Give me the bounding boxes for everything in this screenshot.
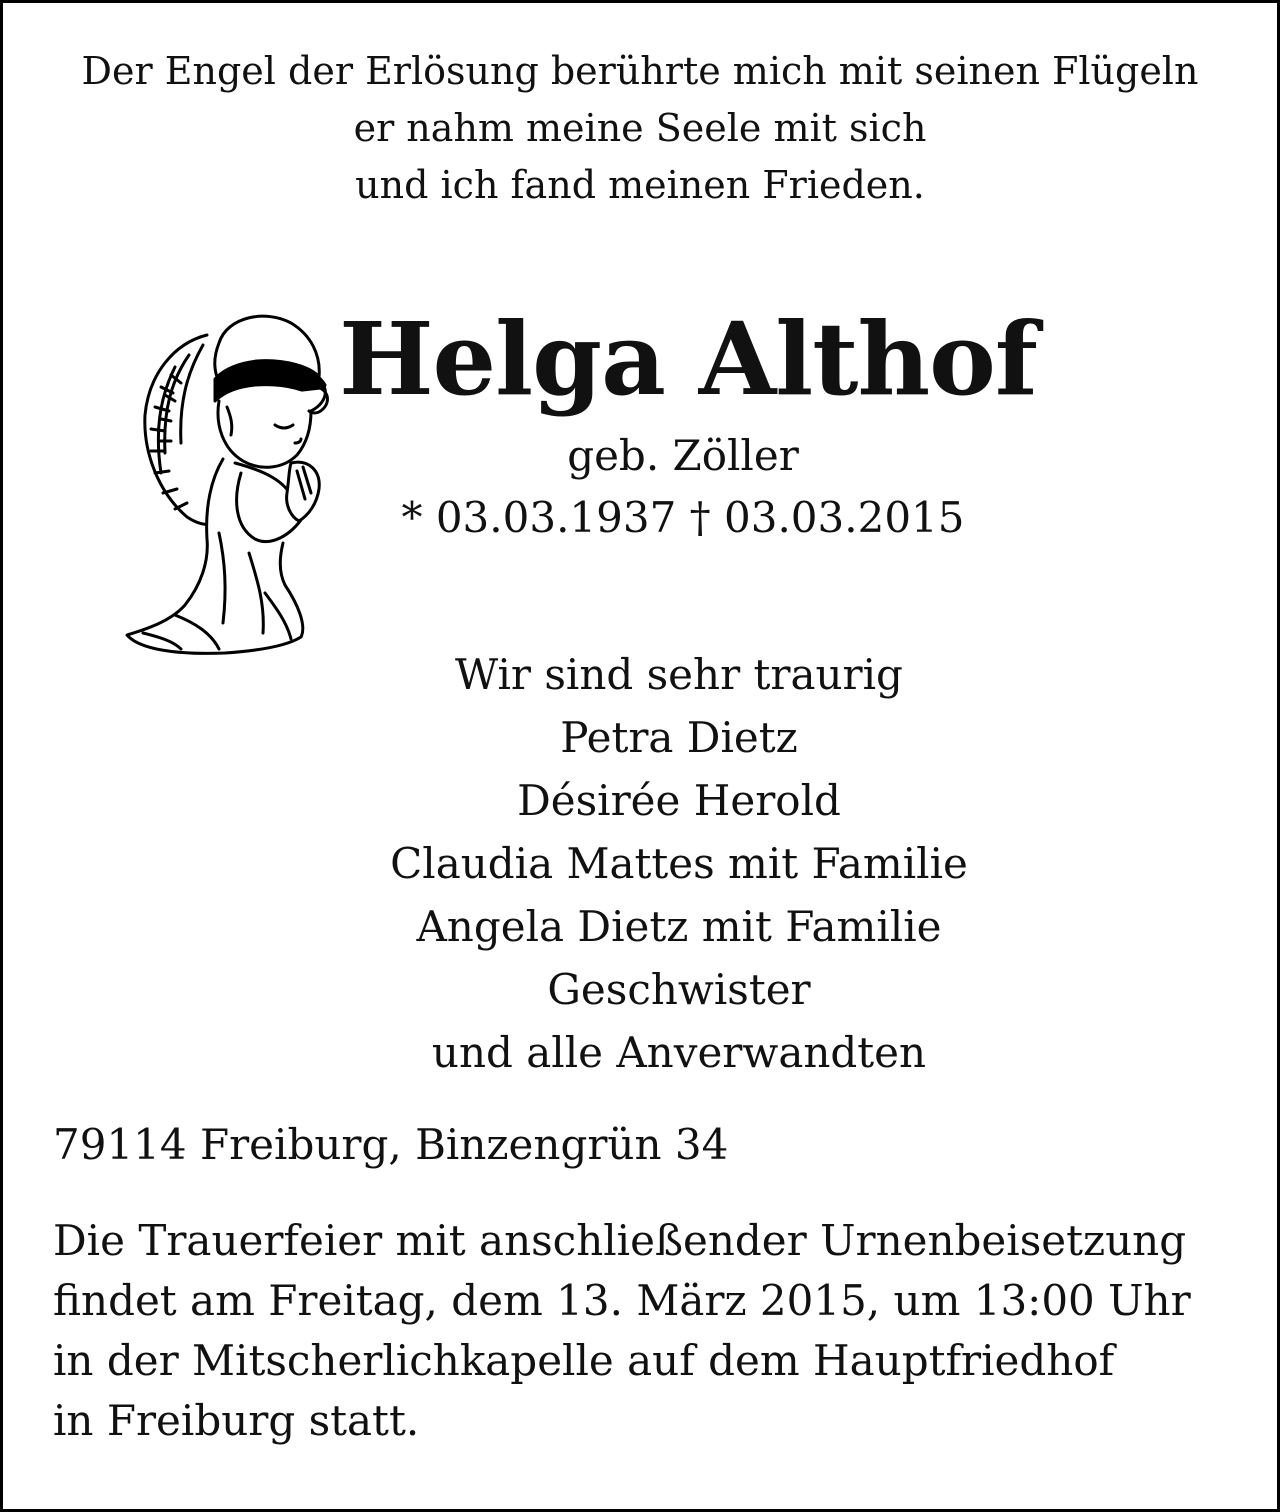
mourner-line: Angela Dietz mit Familie [416,902,942,951]
mourner-line: Geschwister [547,965,811,1014]
mourner-line: Wir sind sehr traurig [455,650,903,699]
birth-name: geb. Zöller [567,431,799,480]
mourner-line: Petra Dietz [560,713,798,762]
ceremony-info [53,1211,1191,1451]
life-dates: * 03.03.1937 † 03.03.2015 [401,493,965,542]
address: 79114 Freiburg, Binzengrün 34 [53,1120,729,1169]
kneeling-praying-angel-icon [115,303,345,663]
poem-line: er nahm meine Seele mit sich [353,106,927,150]
ceremony-line: in der Mitscherlichkapelle auf dem Hauptfriedhof [53,1336,1115,1385]
mourner-line: und alle Anverwandten [431,1028,927,1077]
ceremony-line: Die Trauerfeier mit anschließender Urnenbeisetzung [53,1216,1187,1265]
mourners-list [323,643,1035,1084]
mourner-line: Claudia Mattes mit Familie [390,839,968,888]
ceremony-line: in Freiburg statt. [53,1396,420,1445]
mourner-line: Désirée Herold [517,776,841,825]
poem [3,43,1277,214]
ceremony-line: findet am Freitag, dem 13. März 2015, um 13:00 Uhr [53,1276,1191,1325]
deceased-name: Helga Althof [339,300,1037,418]
poem-line: Der Engel der Erlösung berührte mich mit seinen Flügeln [81,49,1199,93]
poem-line: und ich fand meinen Frieden. [355,163,925,207]
